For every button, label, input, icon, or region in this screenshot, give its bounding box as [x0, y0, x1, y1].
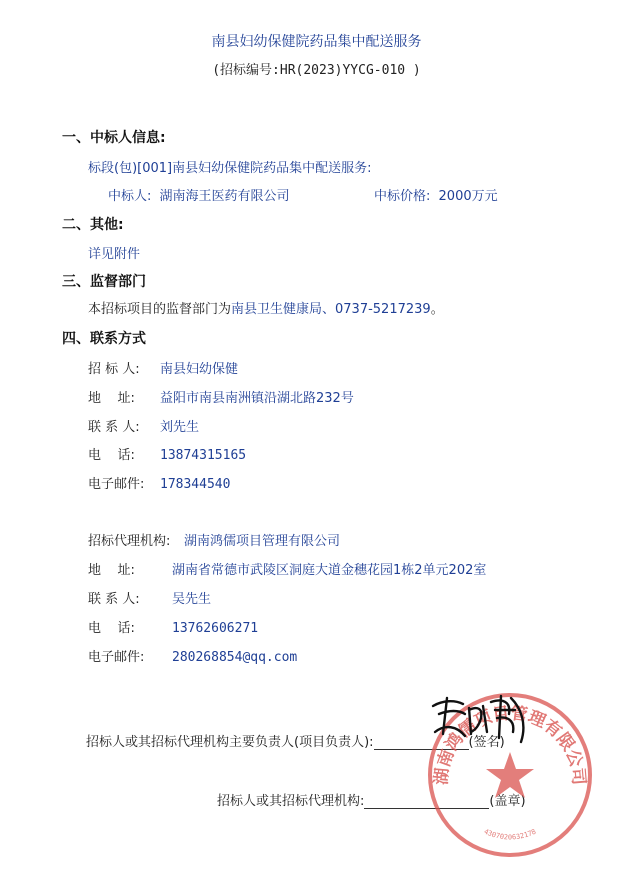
- tenderer-name-row: [88, 358, 238, 377]
- org-seal-suffix: (盖章): [489, 794, 526, 809]
- agency-contact-row: [88, 588, 211, 607]
- agency-email: 280268854@qq.com: [172, 650, 298, 665]
- price-value: 2000万元: [438, 189, 498, 204]
- winner-row: [108, 185, 290, 204]
- tender-number-text: (招标编号:HR(2023)YYCG-010 ): [212, 63, 421, 78]
- section2-heading: 二、其他:: [62, 217, 124, 233]
- agency-name-row: [88, 530, 340, 549]
- handwritten-signature: [425, 688, 535, 746]
- supervisor-prefix: 本招标项目的监督部门为: [88, 302, 232, 317]
- agency-addr: 湖南省常德市武陵区洞庭大道金穗花园1栋2单元202室: [172, 563, 487, 578]
- section4-heading: 四、联系方式: [62, 331, 146, 347]
- document-title: 南县妇幼保健院药品集中配送服务: [211, 34, 422, 50]
- agency-name: 湖南鸿儒项目管理有限公司: [184, 534, 341, 549]
- tenderer-addr-label: 地 址:: [88, 391, 135, 406]
- winner-label: 中标人:: [108, 189, 152, 204]
- price-row: [374, 185, 498, 204]
- supervisor-dept: 南县卫生健康局、0737-5217239: [231, 302, 431, 317]
- tenderer-name: 南县妇幼保健: [160, 362, 239, 377]
- section3-text: [88, 298, 444, 317]
- agency-phone-label: 电 话:: [88, 621, 135, 636]
- tender-number: [0, 59, 633, 78]
- agency-contact-label: 联 系 人:: [88, 592, 140, 607]
- tenderer-contact-row: [88, 416, 199, 435]
- agency-contact: 吴先生: [172, 592, 212, 607]
- tenderer-phone: 13874315165: [160, 448, 247, 463]
- tenderer-addr-row: [88, 387, 354, 406]
- agency-email-label: 电子邮件:: [88, 650, 145, 665]
- agency-name-label: 招标代理机构:: [88, 534, 171, 549]
- org-seal-label: 招标人或其招标代理机构:: [217, 794, 365, 809]
- tenderer-name-label: 招 标 人:: [88, 362, 140, 377]
- winner-name: 湖南海王医药有限公司: [159, 189, 290, 204]
- tenderer-phone-label: 电 话:: [88, 448, 135, 463]
- agency-phone: 13762606271: [172, 621, 259, 636]
- tenderer-contact: 刘先生: [160, 420, 200, 435]
- seal-code: 4307020632178: [482, 827, 538, 842]
- supervisor-suffix: 。: [430, 302, 444, 317]
- price-label: 中标价格:: [374, 189, 431, 204]
- agency-addr-row: [88, 559, 486, 578]
- tenderer-addr: 益阳市南县南洲镇沿湖北路232号: [160, 391, 354, 406]
- tenderer-email-label: 电子邮件:: [88, 477, 145, 492]
- tenderer-phone-row: [88, 444, 246, 463]
- section3-heading: 三、监督部门: [62, 274, 146, 290]
- agency-phone-row: [88, 617, 258, 636]
- tenderer-email-row: [88, 473, 230, 492]
- section1-heading: 一、中标人信息:: [62, 130, 166, 146]
- section2-text: 详见附件: [88, 247, 141, 262]
- tenderer-contact-label: 联 系 人:: [88, 420, 140, 435]
- seal-text: 湖南鸿儒项目管理有限公司: [431, 703, 589, 786]
- agency-email-row: [88, 646, 297, 665]
- tenderer-email: 178344540: [160, 477, 231, 492]
- person-signature-label: 招标人或其招标代理机构主要负责人(项目负责人):: [86, 735, 374, 750]
- agency-addr-label: 地 址:: [88, 563, 135, 578]
- person-signature-suffix: (签名): [468, 735, 505, 750]
- svg-text:4307020632178: [483, 828, 538, 842]
- lot-line: 标段(包)[001]南县妇幼保健院药品集中配送服务:: [88, 161, 372, 176]
